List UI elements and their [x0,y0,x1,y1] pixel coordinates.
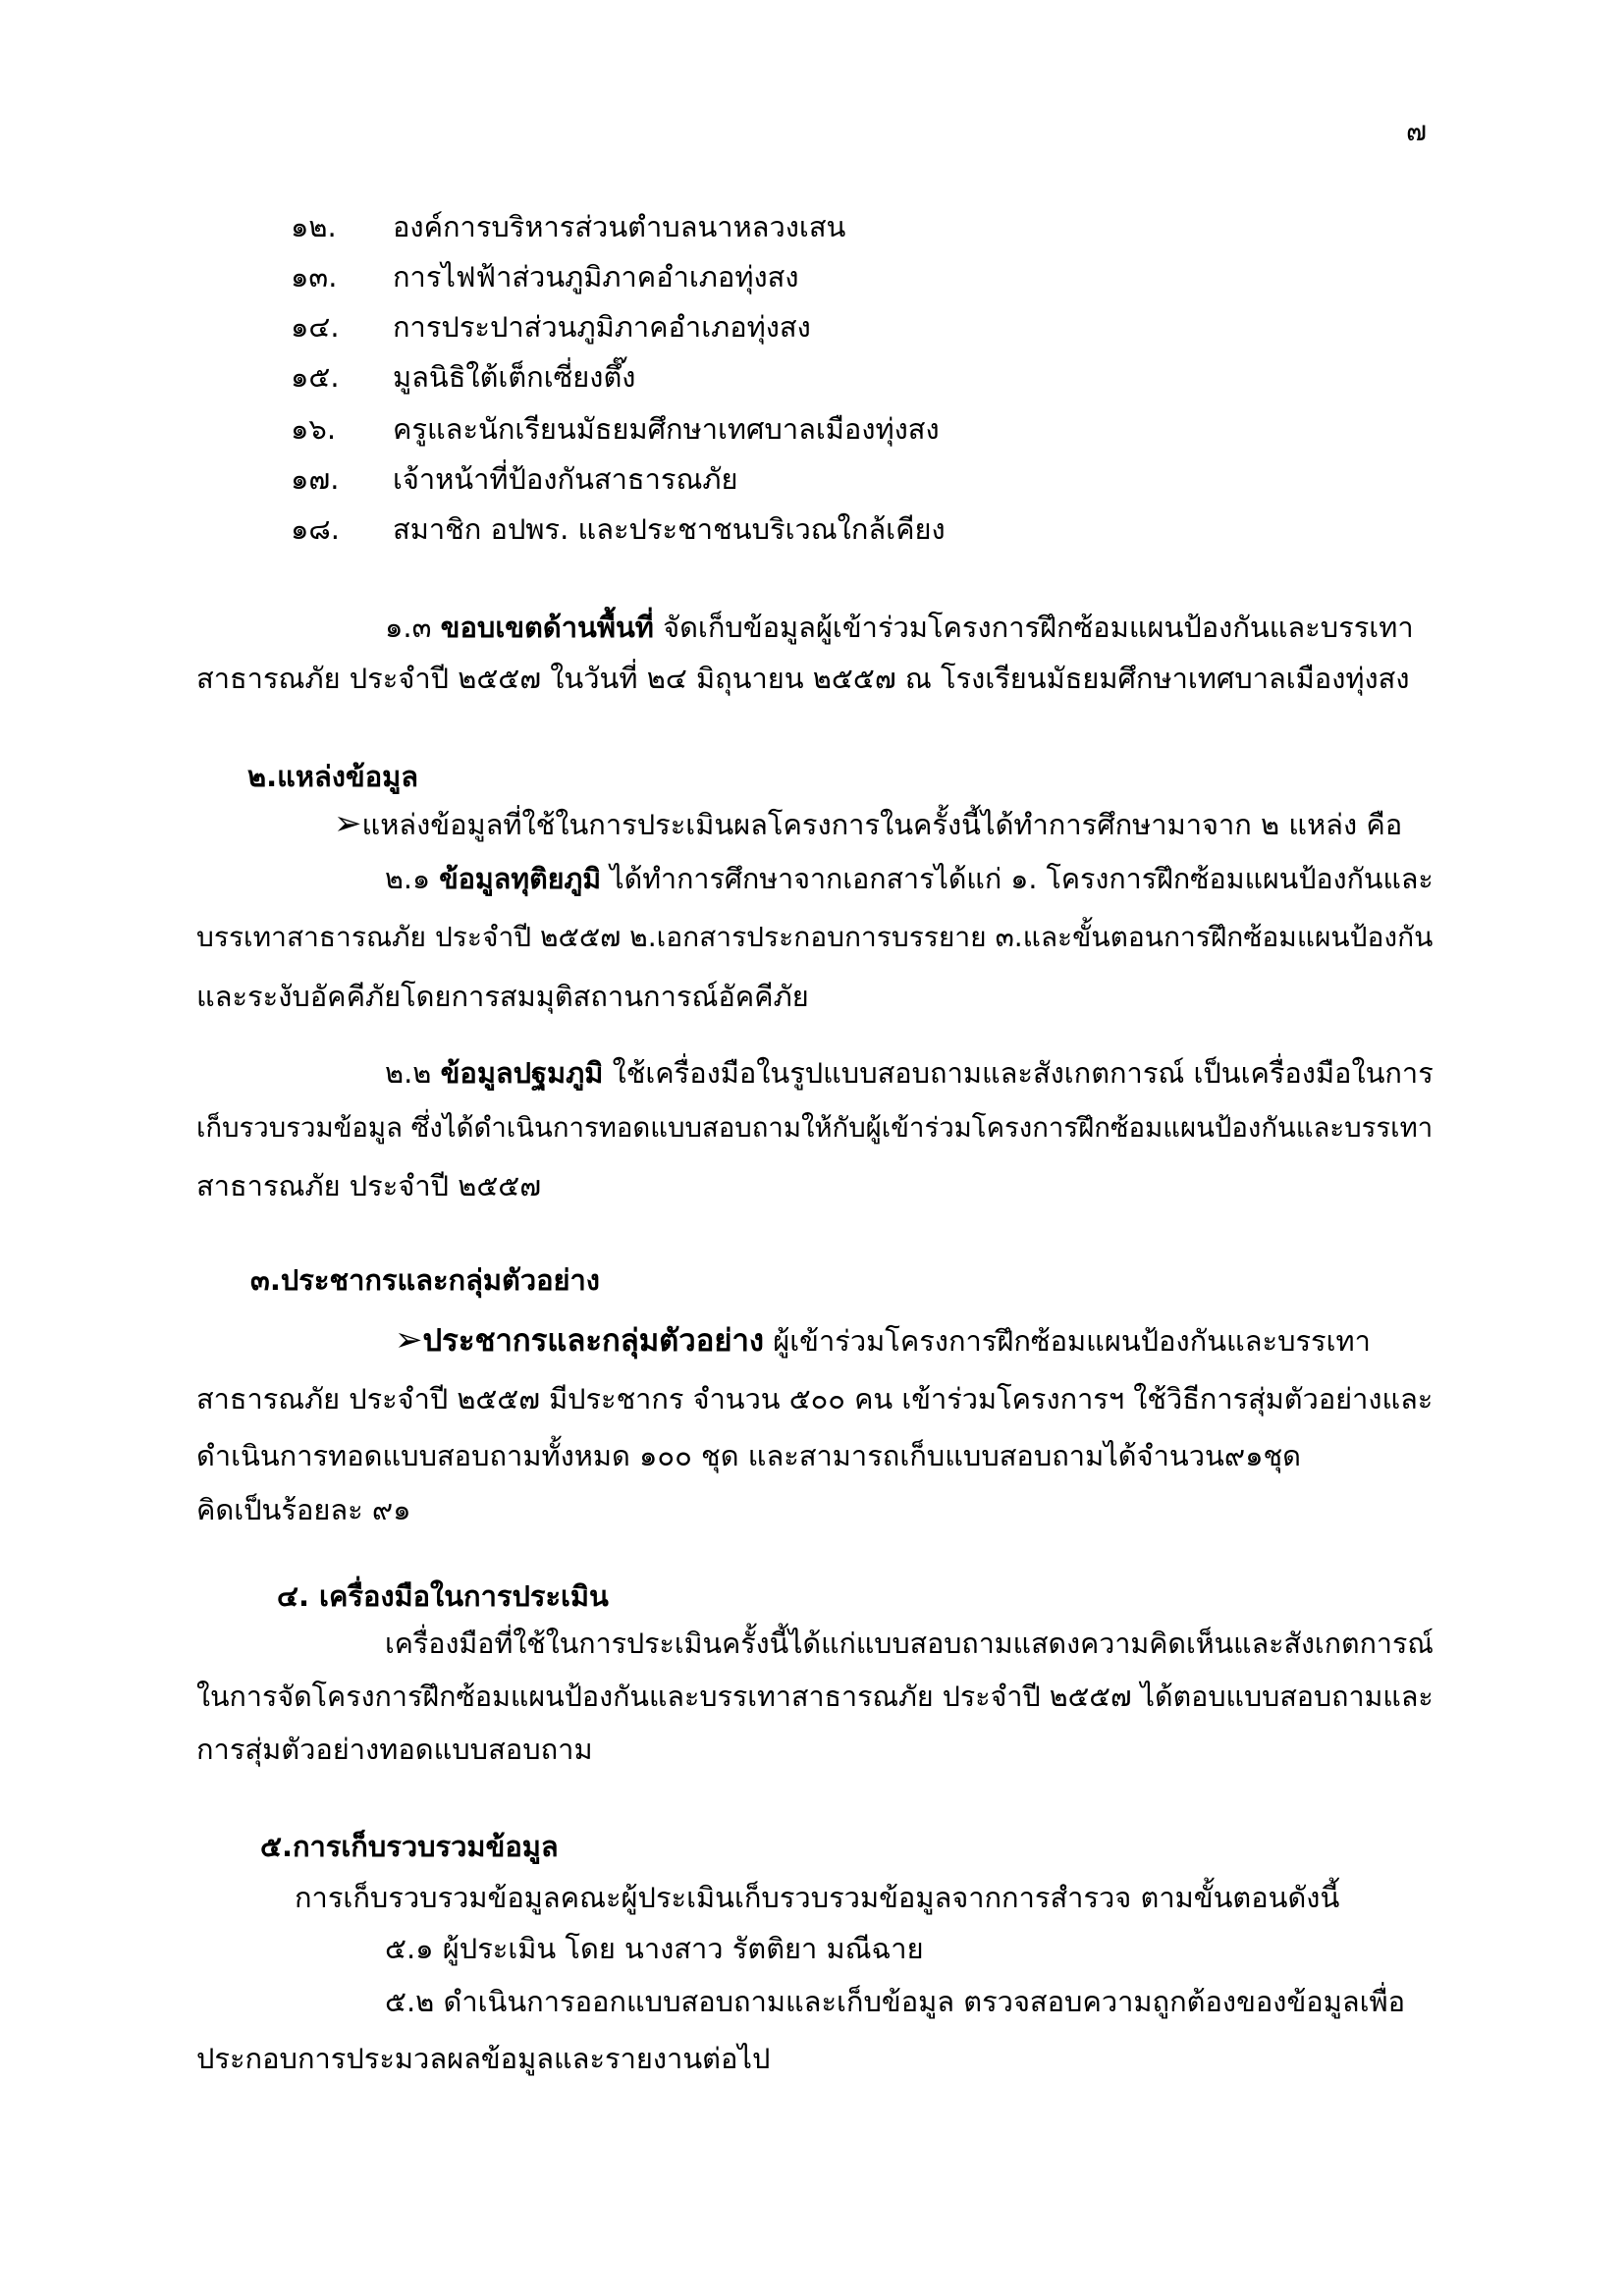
list-item-text: การประปาส่วนภูมิภาคอำเภอทุ่งสง [393,310,811,344]
list-item-number: ๑๒. [291,210,337,243]
section-3-line-3: ดำเนินการทอดแบบสอบถามทั้งหมด ๑๐๐ ชุด และสามารถเก็บแบบสอบถามได้จำนวน๙๑ชุด [196,1439,1301,1472]
page-number: ๗ [1406,115,1428,147]
section-text: ผู้เข้าร่วมโครงการฝึกซ้อมแผนป้องกันและบรรเทา [773,1324,1371,1358]
section-4-line-1: เครื่องมือที่ใช้ในการประเมินครั้งนี้ได้แก่แบบสอบถามแสดงความคิดเห็นและสังเกตการณ์ [385,1627,1434,1660]
list-item-number: ๑๖. [291,412,337,446]
section-2-2-line-3: สาธารณภัย ประจำปี ๒๕๕๗ [196,1169,542,1202]
section-5-2-line-2: ประกอบการประมวลผลข้อมูลและรายงานต่อไป [196,2042,771,2075]
section-2-2-line-2: เก็บรวบรวมข้อมูล ซึ่งได้ดำเนินการทอดแบบสอบถามให้กับผู้เข้าร่วมโครงการฝึกซ้อมแผนป้องกันและบรรเทา [196,1112,1434,1144]
list-item [291,304,811,344]
list-item-number: ๑๔. [291,310,340,344]
section-1-3-line-2: สาธารณภัย ประจำปี ๒๕๕๗ ในวันที่ ๒๔ มิถุนายน ๒๕๕๗ ณ โรงเรียนมัธยมศึกษาเทศบาลเมืองทุ่งสง [196,662,1410,695]
section-3-heading: ๓.ประชากรและกลุ่มตัวอย่าง [250,1263,600,1297]
section-1-3-line-1 [385,605,1414,650]
section-5-heading: ๕.การเก็บรวบรวมข้อมูล [260,1830,559,1863]
list-item-number: ๑๕. [291,360,340,394]
list-item-text: ครูและนักเรียนมัธยมศึกษาเทศบาลเมืองทุ่งสง [393,412,940,446]
section-4-heading: ๔. เครื่องมือในการประเมิน [277,1579,609,1613]
list-item-number: ๑๗. [291,462,340,496]
section-number: ๒.๑ [385,862,431,895]
list-item [291,456,737,496]
section-2-1-line-3: และระงับอัคคีภัยโดยการสมมุติสถานการณ์อัคคีภัย [196,980,809,1013]
list-item-text: การไฟฟ้าส่วนภูมิภาคอำเภอทุ่งสง [393,260,799,294]
section-text: แหล่งข้อมูลที่ใช้ในการประเมินผลโครงการในครั้งนี้ได้ทำการศึกษามาจาก ๒ แหล่ง คือ [361,808,1403,841]
section-text: จัดเก็บข้อมูลผู้เข้าร่วมโครงการฝึกซ้อมแผนป้องกันและบรรเทา [663,611,1414,644]
list-item-number: ๑๓. [291,260,338,294]
list-item [291,507,946,546]
list-item [291,254,798,294]
section-bold-label: ข้อมูลปฐมภูมิ [440,1056,604,1090]
section-3-line-4: คิดเป็นร้อยละ ๙๑ [196,1493,411,1526]
section-5-2-line-1: ๕.๒ ดำเนินการออกแบบสอบถามและเก็บข้อมูล ตรวจสอบความถูกต้องของข้อมูลเพื่อ [385,1985,1406,2018]
list-item [291,406,940,446]
section-5-intro: การเก็บรวบรวมข้อมูลคณะผู้ประเมินเก็บรวบรวมข้อมูลจากการสำรวจ ตามขั้นตอนดังนี้ [295,1881,1340,1914]
section-4-line-2: ในการจัดโครงการฝึกซ้อมแผนป้องกันและบรรเทาสาธารณภัย ประจำปี ๒๕๕๗ ได้ตอบแบบสอบถามและ [196,1680,1434,1713]
section-3-line-2: สาธารณภัย ประจำปี ๒๕๕๗ มีประชากร จำนวน ๕๐๐ คน เข้าร่วมโครงการฯ ใช้วิธีการสุ่มตัวอย่างและ [196,1382,1434,1415]
list-item [291,204,845,243]
section-bold-label: ขอบเขตด้านพื้นที่ [440,611,654,644]
section-bold-label: ประชากรและกลุ่มตัวอย่าง [422,1323,765,1359]
section-2-heading: ๒.แหล่งข้อมูล [247,760,418,793]
list-item-number: ๑๘. [291,512,340,546]
section-2-intro [334,802,1402,847]
section-4-line-3: การสุ่มตัวอย่างทอดแบบสอบถาม [196,1733,593,1766]
list-item-text: องค์การบริหารส่วนตำบลนาหลวงเสน [393,210,846,243]
section-number: ๑.๓ [385,611,432,644]
list-item-text: เจ้าหน้าที่ป้องกันสาธารณภัย [393,462,738,496]
list-item [291,354,635,394]
section-bold-label: ข้อมูลทุติยภูมิ [439,862,602,895]
list-item-text: สมาชิก อปพร. และประชาชนบริเวณใกล้เคียง [393,512,946,546]
section-2-2-line-1 [385,1050,1434,1095]
arrow-bullet-icon: ➢ [395,1320,423,1360]
section-5-1: ๕.๑ ผู้ประเมิน โดย นางสาว รัตติยา มณีฉาย [385,1932,924,1965]
list-item-text: มูลนิธิใต้เต็กเซี่ยงตึ๊ง [393,360,636,394]
arrow-bullet-icon: ➢ [334,804,362,843]
section-text: ได้ทำการศึกษาจากเอกสารได้แก่ ๑. โครงการฝึกซ้อมแผนป้องกันและ [610,862,1434,895]
section-text: ใช้เครื่องมือในรูปแบบสอบถามและสังเกตการณ์ เป็นเครื่องมือในการ [612,1056,1434,1090]
section-number: ๒.๒ [385,1056,432,1090]
section-3-line-1 [395,1315,1371,1364]
section-2-1-line-1 [385,856,1434,901]
section-2-1-line-2: บรรเทาสาธารณภัย ประจำปี ๒๕๕๗ ๒.เอกสารประกอบการบรรยาย ๓.และขั้นตอนการฝึกซ้อมแผนป้องกัน [196,921,1434,953]
